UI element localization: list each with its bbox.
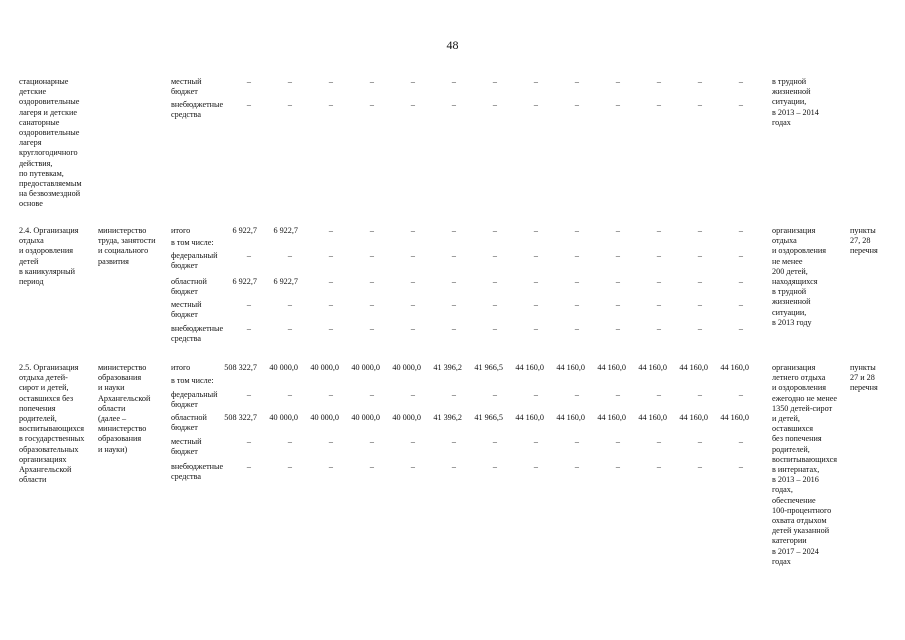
funding-value: – bbox=[287, 462, 292, 471]
funding-value: – bbox=[369, 226, 374, 235]
funding-value: – bbox=[328, 324, 333, 333]
funding-value: 6 922,7 bbox=[232, 226, 257, 235]
funding-value: – bbox=[574, 437, 579, 446]
funding-value: – bbox=[369, 277, 374, 286]
funding-value: – bbox=[246, 390, 251, 399]
funding-value: – bbox=[492, 226, 497, 235]
funding-value: – bbox=[328, 390, 333, 399]
funding-value: – bbox=[410, 390, 415, 399]
funding-value: 40 000,0 bbox=[351, 363, 380, 372]
funding-value: – bbox=[451, 226, 456, 235]
funding-value: – bbox=[615, 100, 620, 109]
funding-value: – bbox=[615, 462, 620, 471]
funding-value: – bbox=[246, 100, 251, 109]
funding-value: – bbox=[451, 300, 456, 309]
funding-value: 40 000,0 bbox=[392, 413, 421, 422]
funding-value: – bbox=[451, 77, 456, 86]
expected-result: организация отдыха и оздоровления не менее 200 детей, находящихся в трудной жизненной ситуации, в 2013 году bbox=[772, 226, 827, 327]
funding-value: – bbox=[287, 251, 292, 260]
funding-value: 44 160,0 bbox=[720, 413, 749, 422]
funding-value: – bbox=[738, 390, 743, 399]
funding-value: 40 000,0 bbox=[269, 363, 298, 372]
funding-value: – bbox=[287, 324, 292, 333]
funding-value: – bbox=[492, 437, 497, 446]
funding-value: – bbox=[615, 437, 620, 446]
funding-value: – bbox=[574, 100, 579, 109]
funding-value: – bbox=[738, 462, 743, 471]
funding-value: 44 160,0 bbox=[515, 363, 544, 372]
funding-value: – bbox=[656, 277, 661, 286]
page-number: 48 bbox=[446, 38, 459, 52]
funding-value: 44 160,0 bbox=[638, 363, 667, 372]
funding-source-label: местный бюджет bbox=[171, 77, 202, 97]
funding-value: – bbox=[492, 251, 497, 260]
funding-value: – bbox=[492, 390, 497, 399]
funding-value: 41 966,5 bbox=[474, 413, 503, 422]
funding-value: – bbox=[287, 100, 292, 109]
funding-value: 44 160,0 bbox=[597, 413, 626, 422]
funding-value: – bbox=[328, 77, 333, 86]
funding-value: – bbox=[492, 77, 497, 86]
reference-cell: пункты 27, 28 перечня bbox=[850, 226, 878, 256]
funding-value: – bbox=[533, 437, 538, 446]
funding-value: – bbox=[574, 226, 579, 235]
funding-value: 40 000,0 bbox=[351, 413, 380, 422]
funding-value: – bbox=[738, 77, 743, 86]
funding-value: – bbox=[574, 77, 579, 86]
funding-value: – bbox=[656, 390, 661, 399]
funding-value: 41 966,5 bbox=[474, 363, 503, 372]
funding-value: – bbox=[369, 437, 374, 446]
funding-value: – bbox=[615, 251, 620, 260]
executor-cell: министерство образования и науки Архангельской области (далее – министерство образования и науки) bbox=[98, 363, 151, 454]
expected-result: организация летнего отдыха и оздоровления ежегодно не менее 1350 детей-сирот и детей, оставшихся без попечения родителей, воспитывающихся в интернатах, в 2013 – 2016 годах, обеспечение 100-процентного охвата отдыхом детей указанной категории в 2017 – 2024 годах bbox=[772, 363, 838, 566]
funding-value: – bbox=[697, 324, 702, 333]
funding-value: 44 160,0 bbox=[679, 363, 708, 372]
funding-value: – bbox=[738, 277, 743, 286]
funding-value: – bbox=[451, 100, 456, 109]
funding-value: – bbox=[246, 251, 251, 260]
funding-value: – bbox=[615, 77, 620, 86]
funding-value: – bbox=[738, 226, 743, 235]
funding-value: – bbox=[328, 462, 333, 471]
funding-value: – bbox=[533, 77, 538, 86]
funding-value: 40 000,0 bbox=[392, 363, 421, 372]
funding-value: – bbox=[738, 100, 743, 109]
funding-source-label: итого bbox=[171, 226, 191, 235]
funding-value: – bbox=[451, 277, 456, 286]
funding-source-label: федеральный бюджет bbox=[171, 390, 218, 410]
funding-value: – bbox=[656, 226, 661, 235]
funding-value: – bbox=[328, 226, 333, 235]
funding-value: – bbox=[410, 277, 415, 286]
funding-value: – bbox=[410, 100, 415, 109]
funding-value: 44 160,0 bbox=[556, 413, 585, 422]
funding-value: 44 160,0 bbox=[556, 363, 585, 372]
funding-source-label: местный бюджет bbox=[171, 300, 202, 320]
funding-value: – bbox=[533, 251, 538, 260]
funding-value: – bbox=[410, 462, 415, 471]
funding-source-label: областной бюджет bbox=[171, 413, 207, 433]
funding-value: – bbox=[328, 437, 333, 446]
funding-value: 6 922,7 bbox=[273, 277, 298, 286]
funding-value: – bbox=[574, 390, 579, 399]
funding-value: – bbox=[492, 100, 497, 109]
funding-value: 40 000,0 bbox=[269, 413, 298, 422]
funding-value: – bbox=[410, 251, 415, 260]
funding-value: 40 000,0 bbox=[310, 413, 339, 422]
funding-value: – bbox=[287, 300, 292, 309]
funding-value: – bbox=[369, 324, 374, 333]
funding-value: – bbox=[287, 390, 292, 399]
funding-value: – bbox=[410, 300, 415, 309]
funding-value: – bbox=[574, 324, 579, 333]
funding-value: 508 322,7 bbox=[224, 413, 257, 422]
funding-value: 41 396,2 bbox=[433, 363, 462, 372]
funding-value: – bbox=[451, 251, 456, 260]
funding-value: – bbox=[738, 324, 743, 333]
funding-value: – bbox=[533, 226, 538, 235]
funding-value: – bbox=[492, 324, 497, 333]
funding-value: – bbox=[697, 390, 702, 399]
funding-value: – bbox=[328, 277, 333, 286]
funding-value: 44 160,0 bbox=[515, 413, 544, 422]
funding-value: – bbox=[656, 462, 661, 471]
funding-value: – bbox=[492, 300, 497, 309]
funding-value: – bbox=[697, 77, 702, 86]
funding-value: – bbox=[410, 324, 415, 333]
funding-value: – bbox=[656, 324, 661, 333]
funding-value: – bbox=[410, 226, 415, 235]
funding-value: – bbox=[369, 100, 374, 109]
funding-value: – bbox=[697, 277, 702, 286]
funding-value: – bbox=[697, 462, 702, 471]
funding-source-label: федеральный бюджет bbox=[171, 251, 218, 271]
funding-value: – bbox=[574, 277, 579, 286]
funding-value: – bbox=[246, 324, 251, 333]
funding-source-label: в том числе: bbox=[171, 238, 214, 247]
funding-value: – bbox=[656, 300, 661, 309]
funding-source-label: итого bbox=[171, 363, 191, 372]
funding-value: 6 922,7 bbox=[273, 226, 298, 235]
funding-value: – bbox=[697, 226, 702, 235]
funding-value: – bbox=[615, 226, 620, 235]
funding-value: 508 322,7 bbox=[224, 363, 257, 372]
funding-value: – bbox=[533, 462, 538, 471]
funding-value: – bbox=[697, 300, 702, 309]
funding-value: 44 160,0 bbox=[720, 363, 749, 372]
funding-value: – bbox=[369, 300, 374, 309]
funding-value: – bbox=[574, 462, 579, 471]
funding-value: – bbox=[451, 437, 456, 446]
funding-value: – bbox=[369, 390, 374, 399]
funding-value: – bbox=[246, 300, 251, 309]
funding-value: 6 922,7 bbox=[232, 277, 257, 286]
executor-cell: министерство труда, занятости и социального развития bbox=[98, 226, 156, 266]
funding-source-label: местный бюджет bbox=[171, 437, 202, 457]
funding-value: – bbox=[533, 390, 538, 399]
funding-value: – bbox=[533, 277, 538, 286]
funding-value: – bbox=[656, 77, 661, 86]
funding-value: – bbox=[451, 390, 456, 399]
funding-value: – bbox=[410, 437, 415, 446]
funding-value: – bbox=[533, 300, 538, 309]
funding-value: – bbox=[328, 100, 333, 109]
funding-value: 44 160,0 bbox=[638, 413, 667, 422]
activity-name: 2.5. Организация отдыха детей- сирот и детей, оставшихся без попечения родителей, воспитывающихся в государственных образовательных организациях Архангельской области bbox=[19, 363, 85, 485]
funding-value: – bbox=[328, 251, 333, 260]
funding-value: – bbox=[738, 251, 743, 260]
funding-value: – bbox=[656, 251, 661, 260]
funding-value: – bbox=[369, 462, 374, 471]
funding-value: – bbox=[492, 462, 497, 471]
funding-source-label: внебюджетные средства bbox=[171, 100, 224, 120]
funding-value: – bbox=[697, 437, 702, 446]
funding-value: – bbox=[246, 437, 251, 446]
activity-name: 2.4. Организация отдыха и оздоровления детей в каникулярный период bbox=[19, 226, 79, 287]
funding-value: – bbox=[369, 77, 374, 86]
funding-value: – bbox=[574, 251, 579, 260]
funding-source-label: областной бюджет bbox=[171, 277, 207, 297]
funding-value: – bbox=[656, 437, 661, 446]
activity-name: стационарные детские оздоровительные лагеря и детские санаторные оздоровительные лагеря круглогодичного действия, по путевкам, предоставляемым на безвозмездной основe bbox=[19, 77, 82, 209]
funding-value: – bbox=[287, 437, 292, 446]
funding-value: – bbox=[738, 300, 743, 309]
funding-value: – bbox=[451, 324, 456, 333]
funding-value: – bbox=[287, 77, 292, 86]
funding-value: 40 000,0 bbox=[310, 363, 339, 372]
funding-value: – bbox=[246, 77, 251, 86]
funding-value: – bbox=[697, 251, 702, 260]
funding-value: – bbox=[615, 300, 620, 309]
funding-value: – bbox=[246, 462, 251, 471]
funding-value: – bbox=[492, 277, 497, 286]
funding-value: – bbox=[533, 100, 538, 109]
funding-value: – bbox=[369, 251, 374, 260]
funding-source-label: в том числе: bbox=[171, 376, 214, 385]
funding-value: – bbox=[615, 324, 620, 333]
funding-value: – bbox=[451, 462, 456, 471]
funding-source-label: внебюджетные средства bbox=[171, 462, 224, 482]
funding-value: – bbox=[656, 100, 661, 109]
reference-cell: пункты 27 и 28 перечня bbox=[850, 363, 878, 393]
funding-value: – bbox=[615, 277, 620, 286]
funding-value: – bbox=[697, 100, 702, 109]
funding-value: 44 160,0 bbox=[679, 413, 708, 422]
funding-value: – bbox=[410, 77, 415, 86]
funding-value: – bbox=[533, 324, 538, 333]
funding-value: – bbox=[615, 390, 620, 399]
funding-value: – bbox=[738, 437, 743, 446]
expected-result: в трудной жизненной ситуации, в 2013 – 2014 годах bbox=[772, 77, 819, 127]
funding-source-label: внебюджетные средства bbox=[171, 324, 224, 344]
funding-value: – bbox=[328, 300, 333, 309]
funding-value: 44 160,0 bbox=[597, 363, 626, 372]
funding-value: – bbox=[574, 300, 579, 309]
funding-value: 41 396,2 bbox=[433, 413, 462, 422]
